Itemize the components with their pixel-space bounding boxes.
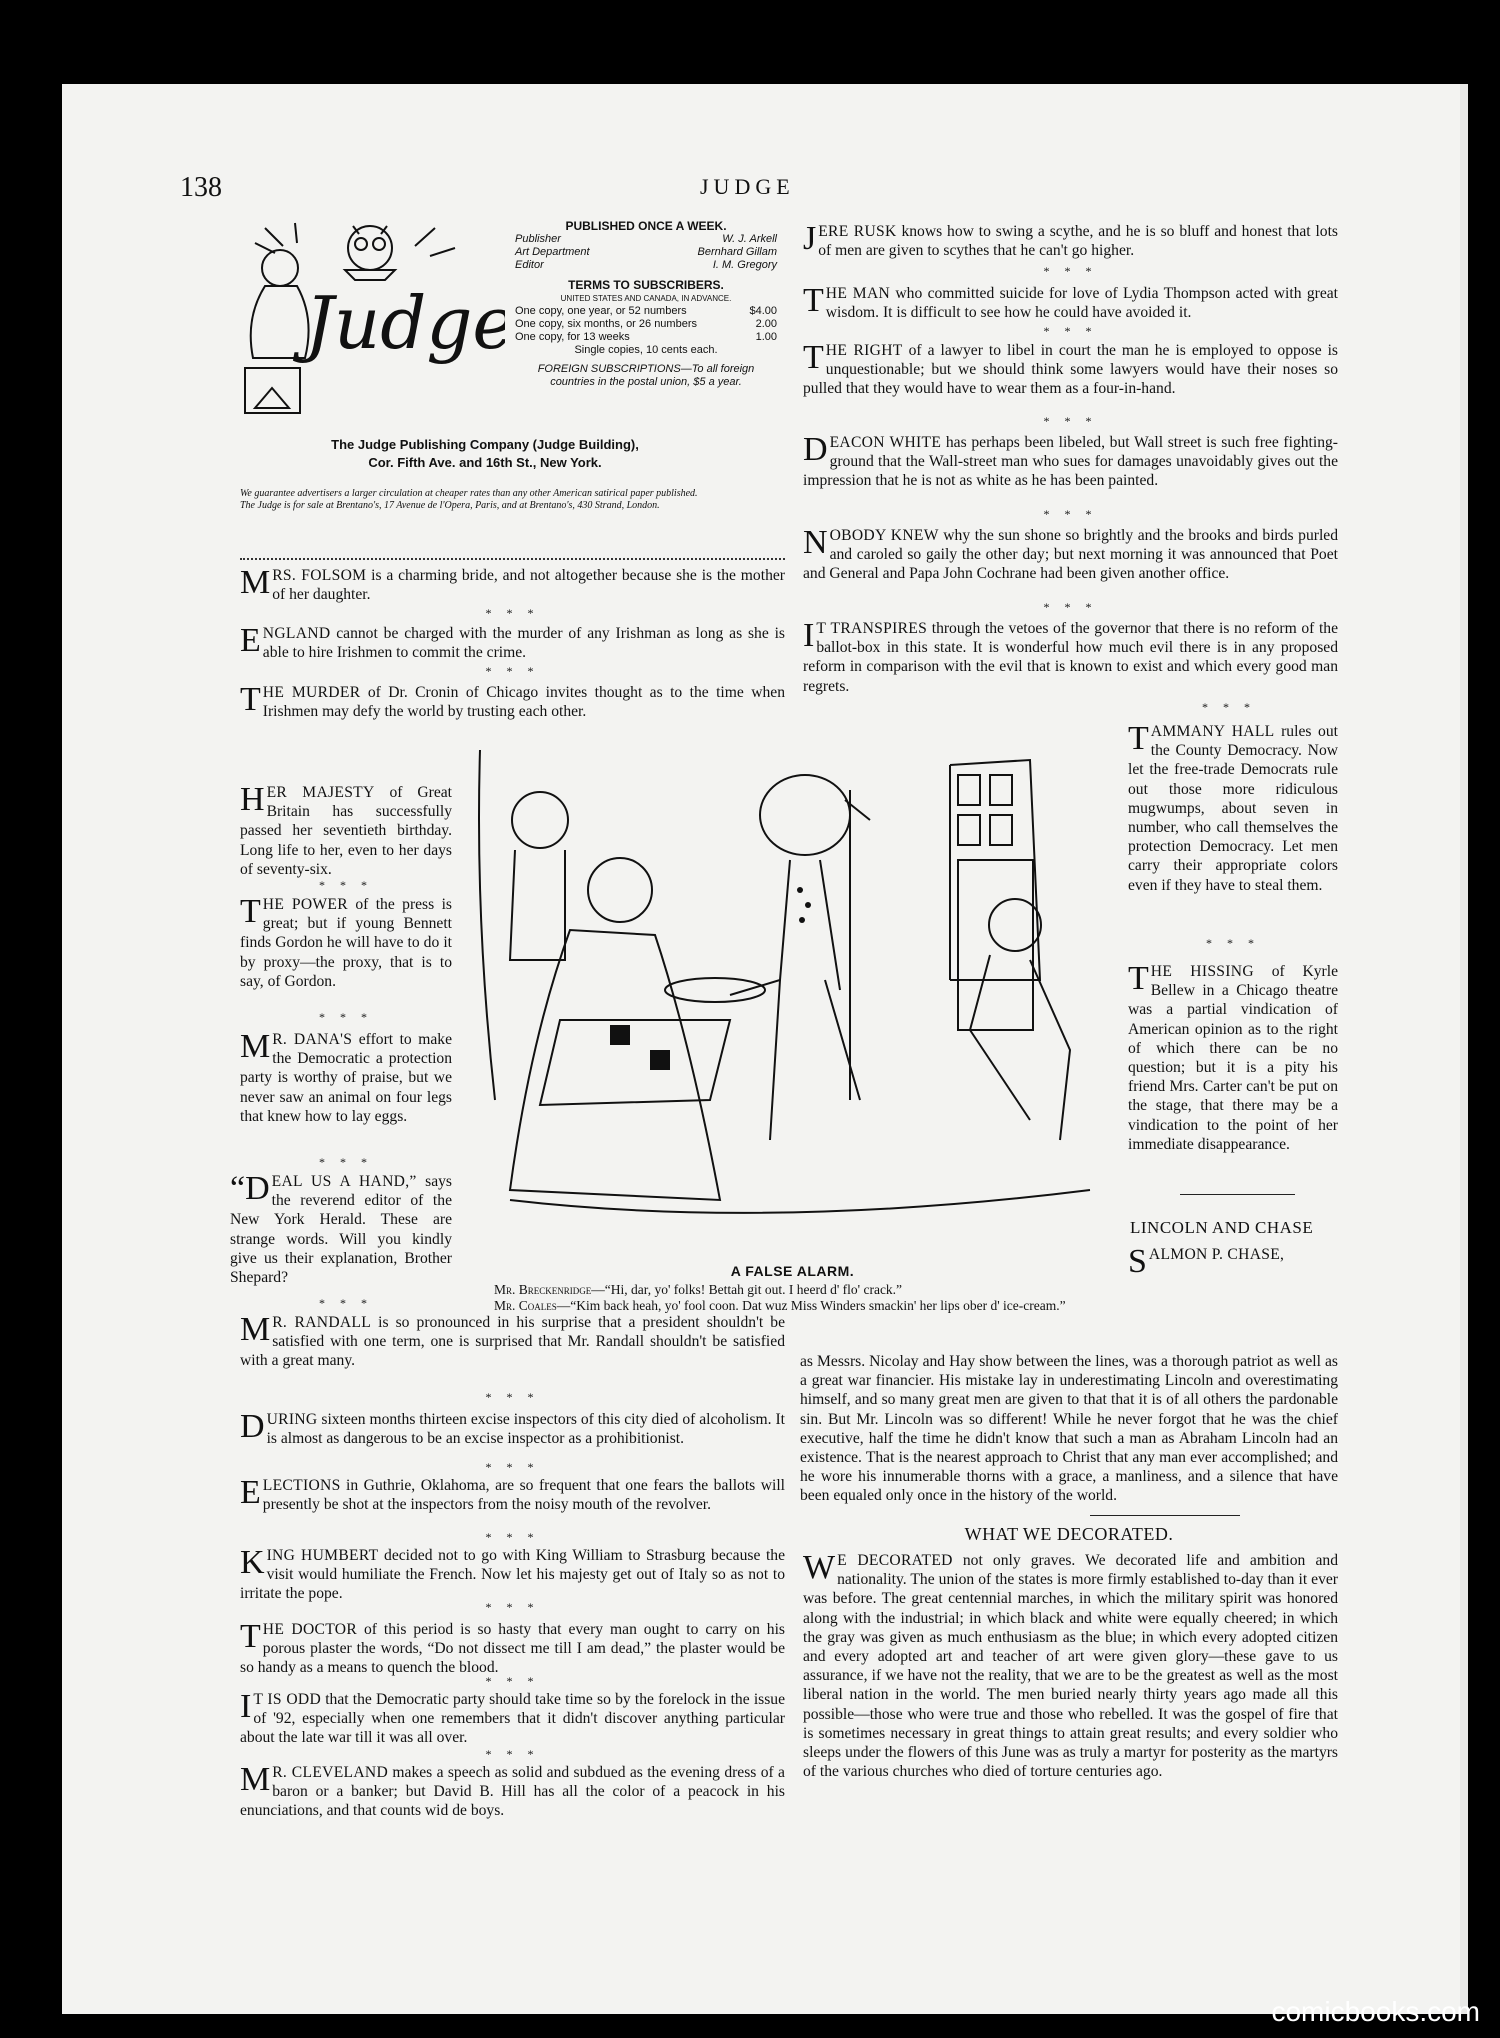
term-price: $4.00 <box>749 305 777 317</box>
item-text: of Dr. Cronin of Chicago invites thought as to the time when Irishmen may defy the world by trusting each other. <box>262 684 785 721</box>
section-rule <box>1090 1515 1240 1516</box>
speaker-name: Mr. Coales— <box>494 1298 571 1313</box>
separator-stars: * * * <box>1043 264 1098 278</box>
caption-line-1 <box>476 1282 1116 1298</box>
drop-cap: N <box>803 524 828 561</box>
cartoon-illustration <box>470 720 1115 1260</box>
separator-stars: * * * <box>319 1010 373 1024</box>
term-label: One copy, one year, or 52 numbers <box>515 305 687 317</box>
terms-sub: UNITED STATES AND CANADA, IN ADVANCE. <box>560 294 732 303</box>
staff-role: Editor <box>515 259 544 271</box>
separator-stars: * * * <box>1043 324 1098 338</box>
separator-stars: * * * <box>1043 414 1098 428</box>
item-text: that the Democratic party should take time so by the forelock in the issue of '92, especially when one remembers that it didn't discover anything particular about the late war till it was all over. <box>240 1691 786 1747</box>
drop-cap: T <box>1128 960 1149 997</box>
speaker-name: Mr. Breckenridge— <box>494 1282 605 1297</box>
decorated-text: not only graves. We decorated life and ambition and nationality. The union of the states is more firmly established to-day than it ever was before. The great centennial marches, in which the military spirit was honored along with the industrial; in which black and white were equally cheered; in which the gray was given as much enthusiasm as the blue; in which every adopted citizen and every adopted art and teacher of art were given glory—these gave to us assurance, if we have not the reality, that we are to be the greatest as well as the most liberal nation in the world. The men buried nearly thirty years ago made all this possible—those who were true and those who rebelled. It was the gospel of fire that is sometimes necessary in great things to attain great results; and every soldier who sleeps under the flowers of this June was as truly a martyr for posterity as the martyrs of the various churches who died of torture centuries ago. <box>803 1552 1338 1781</box>
item-lead: HE DOCTOR <box>262 1621 358 1638</box>
staff-name: Bernhard Gillam <box>697 246 777 258</box>
item-text: in Guthrie, Oklahoma, are so frequent that one fears the ballots will presently be shot at the inspectors from the noisy mouth of the revolver. <box>262 1477 785 1514</box>
separator-stars: * * * <box>1043 507 1098 521</box>
item-text: through the vetoes of the governor that there is no reform of the ballot-box in this state. It is wonderful how much evil there is in any proposed reform in comparison with the evil that is known to exist and which every good man regrets. <box>803 620 1339 695</box>
item-text: has perhaps been libeled, but Wall street is such free fighting-ground that the Wall-street man who sues for damages unavoidably gives out the impression that he is not as white as he has been painted. <box>803 434 1338 490</box>
separator-stars: * * * <box>485 1674 540 1688</box>
item-text: decided not to go with King William to Strasburg because the visit would humiliate the French. Now let his majesty get out of Italy so as not to irritate the pope. <box>240 1547 785 1603</box>
terms-row-0 <box>515 305 777 318</box>
lincoln-article-top <box>1128 1243 1338 1280</box>
separator-stars: * * * <box>485 1390 540 1404</box>
item-dana <box>240 1030 452 1126</box>
separator-stars: * * * <box>485 664 540 678</box>
publisher-block <box>285 436 685 472</box>
drop-cap: T <box>1128 720 1149 757</box>
item-randall <box>240 1313 785 1371</box>
staff-role: Publisher <box>515 233 561 245</box>
drop-cap: “D <box>230 1170 270 1207</box>
term-price: 1.00 <box>755 331 777 343</box>
drop-cap: I <box>803 617 815 654</box>
drop-cap: T <box>240 1618 261 1655</box>
judge-logo <box>235 218 505 423</box>
item-text: why the sun shone so brightly and the brooks and birds purled and caroled so gaily the other day; but next morning it was announced that Poet and General and Papa John Cochrane had been given another office. <box>803 527 1338 583</box>
item-text: is a charming bride, and not altogether because she is the mother of her daughter. <box>272 567 785 604</box>
item-lead: HE MAN <box>825 285 891 302</box>
item-lead: HE RIGHT <box>825 342 903 359</box>
item-odd <box>240 1690 785 1748</box>
item-text: of a lawyer to libel in court the man he is employed to oppose is unquestionable; but we should think some lawyers would have their noses so pulled that they would have to wear them as a four-in-hand. <box>803 342 1339 398</box>
guarantee-text: We guarantee advertisers a larger circulation at cheaper rates than any other American satirical paper published. <box>240 488 698 499</box>
item-nobody <box>803 526 1338 584</box>
item-lead: T TRANSPIRES <box>816 620 928 637</box>
item-lead: OBODY KNEW <box>829 527 939 544</box>
foreign-subscriptions: FOREIGN SUBSCRIPTIONS—To all foreign countries in the postal union, $5 a year. <box>537 363 755 388</box>
separator-stars: * * * <box>319 1296 373 1310</box>
drop-cap: T <box>240 893 261 930</box>
item-lead: EAL US A HAND,” <box>271 1173 417 1190</box>
item-lead: ING HUMBERT <box>266 1547 379 1564</box>
staff-role: Art Department <box>515 246 590 258</box>
terms-title: TERMS TO SUBSCRIBERS. <box>568 278 724 292</box>
terms-row-1 <box>515 318 777 331</box>
drop-cap: M <box>240 1028 271 1065</box>
page-number: 138 <box>180 172 222 203</box>
next-page-edge <box>1460 84 1468 2014</box>
item-lead: T IS ODD <box>253 1691 322 1708</box>
staff-row-2 <box>515 259 777 272</box>
item-lead: R. RANDALL <box>272 1314 372 1331</box>
masthead-info <box>515 220 777 389</box>
term-price: 2.00 <box>755 318 777 330</box>
item-cleveland <box>240 1763 785 1821</box>
staff-row-0 <box>515 233 777 246</box>
item-lead: R. CLEVELAND <box>272 1764 389 1781</box>
section-rule <box>1180 1194 1295 1195</box>
drop-cap: D <box>240 1408 265 1445</box>
item-excise <box>240 1410 785 1448</box>
drop-cap: K <box>240 1544 265 1581</box>
item-text: of Great Britain has successfully passed her seventieth birthday. Long life to her, even to her days of seventy-six. <box>240 784 452 878</box>
term-label: One copy, six months, or 26 numbers <box>515 318 697 330</box>
decorated-heading: WHAT WE DECORATED. <box>964 1524 1174 1544</box>
drop-cap: T <box>803 282 824 319</box>
item-text: says the reverend editor of the New York Herald. These are strange words. Will you kindly give us their explanation, Brother Shepard? <box>230 1173 452 1287</box>
lincoln-article <box>800 1352 1338 1512</box>
item-deal <box>230 1172 452 1287</box>
item-text: sixteen months thirteen excise inspectors of this city died of alcoholism. It is almost as dangerous to be an excise inspector as a prohibitionist. <box>266 1411 785 1448</box>
drop-cap: T <box>803 339 824 376</box>
single-copies: Single copies, 10 cents each. <box>574 344 718 356</box>
drop-cap: S <box>1128 1243 1147 1280</box>
item-lead: E DECORATED <box>837 1552 953 1569</box>
separator-stars: * * * <box>485 1530 540 1544</box>
item-hissing <box>1128 962 1338 1154</box>
separator-stars: * * * <box>1202 700 1256 714</box>
drop-cap: M <box>240 1311 271 1348</box>
item-transpires <box>803 619 1338 696</box>
item-text: knows how to swing a scythe, and he is so bluff and honest that lots of men are given to scythes that he can't go higher. <box>818 223 1338 260</box>
item-text: effort to make the Democratic a protection party is worthy of praise, but we never saw an animal on four legs that knew how to lay eggs. <box>240 1031 452 1125</box>
item-elections <box>240 1476 785 1514</box>
caption-line-2 <box>476 1298 1116 1314</box>
staff-name: W. J. Arkell <box>722 233 777 245</box>
item-text: is so pronounced in his surprise that a president shouldn't be satisfied with one term, one is surprised that Mr. Randall shouldn't be satisfied with a great many. <box>240 1314 785 1370</box>
separator-stars: * * * <box>485 1460 540 1474</box>
item-lead: ALMON P. CHASE, <box>1148 1246 1285 1263</box>
sale-text: The Judge is for sale at Brentano's, 17 Avenue de l'Opera, Paris, and at Brentano's, 430 Strand, London. <box>240 500 660 511</box>
company-address: Cor. Fifth Ave. and 16th St., New York. <box>368 455 602 470</box>
item-deacon <box>803 433 1338 491</box>
separator-stars: * * * <box>319 1155 373 1169</box>
staff-name: I. M. Gregory <box>712 259 777 271</box>
item-lead: ER MAJESTY <box>266 784 375 801</box>
item-lead: LECTIONS <box>262 1477 341 1494</box>
guarantee-note <box>240 488 785 512</box>
item-lead: RS. FOLSOM <box>272 567 367 584</box>
lincoln-text: as Messrs. Nicolay and Hay show between the lines, was a thorough patriot as well as a great war financier. His mistake lay in underestimating Lincoln and overestimating himself, and so many great men are given to that that it is of all others the pardonable sin. But Mr. Lincoln was so different! While he never forgot that he was the chief executive, half the time he didn't know that such a man as Abraham Lincoln had an existence. That is the nearest approach to Christ that any man ever accomplished; and he wore his innumerable thorns with a grace, a manliness, and a silence that have been equaled only once in the history of the world. <box>800 1353 1338 1505</box>
item-text: rules out the County Democracy. Now let the free-trade Democrats rule out those more ridiculous mugwumps, about seven in number, who call themselves the protection Democracy. Let men carry their appropriate colors even if they have to steal them. <box>1128 723 1338 894</box>
separator-stars: * * * <box>1043 600 1098 614</box>
item-doctor <box>240 1620 785 1678</box>
decorated-article <box>803 1551 1338 1781</box>
item-lead: EACON WHITE <box>829 434 942 451</box>
item-text: makes a speech as solid and subdued as the evening dress of a baron or a banker; but David B. Hill has all the color of a peacock in his enunciations, and that counts wid de boys. <box>240 1764 785 1820</box>
separator-stars: * * * <box>485 606 540 620</box>
item-text: of this period is so hasty that every man ought to carry on his porous plaster the words, “Do not dissect me till I am dead,” the plaster would be so handy as a means to quench the blood. <box>240 1621 786 1677</box>
false-alarm-drawing <box>470 720 1115 1260</box>
item-text: of the press is great; but if young Bennett finds Gordon he will have to do it by proxy—the proxy, that is to say, of Gordon. <box>240 896 452 990</box>
speaker-line: “Hi, dar, yo' folks! Bettah git out. I heerd d' flo' crack.” <box>604 1282 903 1297</box>
drop-cap: E <box>240 622 261 659</box>
staff-row-1 <box>515 246 777 259</box>
drop-cap: E <box>240 1474 261 1511</box>
published-line: PUBLISHED ONCE A WEEK. <box>565 219 727 233</box>
item-power <box>240 895 452 991</box>
item-cronin <box>240 683 785 721</box>
company-name: The Judge Publishing Company (Judge Building), <box>331 437 639 452</box>
wavy-rule <box>240 558 785 564</box>
item-lead: HE MURDER <box>262 684 361 701</box>
item-lead: URING <box>266 1411 318 1428</box>
item-suicide <box>803 284 1338 322</box>
item-lawyer <box>803 341 1338 399</box>
drop-cap: T <box>240 681 261 718</box>
drop-cap: I <box>240 1688 252 1725</box>
term-label: One copy, for 13 weeks <box>515 331 630 343</box>
item-tammany <box>1128 722 1338 895</box>
drop-cap: D <box>803 431 828 468</box>
drop-cap: J <box>803 220 817 257</box>
item-lead: HE POWER <box>262 896 348 913</box>
watermark: comicbooks.com <box>1271 1996 1480 2027</box>
separator-stars: * * * <box>1206 936 1260 950</box>
item-lead: NGLAND <box>262 625 331 642</box>
logo-wordmark: Judge <box>305 281 505 365</box>
cartoon-title: A FALSE ALARM. <box>730 1263 855 1279</box>
drop-cap: M <box>240 1761 271 1798</box>
item-text: cannot be charged with the murder of any Irishman as long as she is able to hire Irishmen to commit the crime. <box>262 625 785 662</box>
item-rusk <box>803 222 1338 260</box>
separator-stars: * * * <box>319 878 373 892</box>
speaker-line: “Kim back heah, yo' fool coon. Dat wuz Miss Winders smackin' her lips ober d' ice-cream.” <box>570 1298 1066 1313</box>
item-lead: ERE RUSK <box>818 223 897 240</box>
item-text: of Kyrle Bellew in a Chicago theatre was a partial vindication of American opinion as to the right of which there can be no question; but it is a pity his friend Mrs. Carter can't be put on the stage, that there may be a vindication to the point of her immediate disappearance. <box>1128 963 1338 1153</box>
lincoln-heading: LINCOLN AND CHASE <box>1130 1218 1314 1237</box>
drop-cap: M <box>240 564 271 601</box>
item-folsom <box>240 566 785 604</box>
item-text: who committed suicide for love of Lydia Thompson acted with great wisdom. It is difficult to see how he could have avoided it. <box>825 285 1338 322</box>
cartoon-caption <box>476 1282 1116 1314</box>
judge-figure-illustration <box>235 218 505 423</box>
separator-stars: * * * <box>485 1600 540 1614</box>
drop-cap: W <box>803 1549 836 1586</box>
item-humbert <box>240 1546 785 1604</box>
separator-stars: * * * <box>485 1747 540 1761</box>
item-lead: AMMANY HALL <box>1150 723 1275 740</box>
item-lead: HE HISSING <box>1150 963 1254 980</box>
item-majesty <box>240 783 452 879</box>
item-lead: R. DANA'S <box>272 1031 353 1048</box>
drop-cap: H <box>240 781 265 818</box>
item-england <box>240 624 785 662</box>
running-title: JUDGE <box>700 174 795 199</box>
terms-row-2 <box>515 331 777 344</box>
